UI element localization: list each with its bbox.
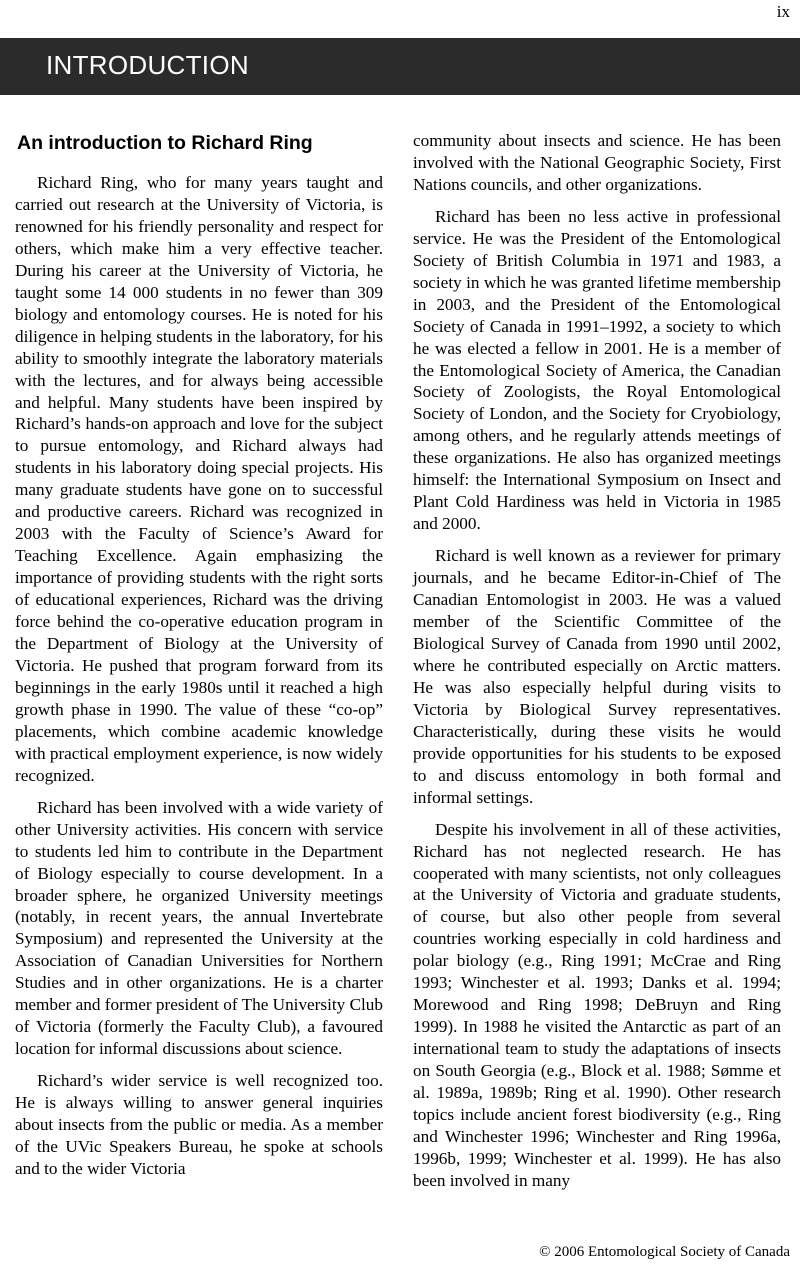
paragraph: Richard has been no less active in professional service. He was the President of the Entomological Society of British Columbia in 1971 and 1983, a society in which he was granted lifetime membership in 2003, and the President of the Entomological Society of Canada in 1991–1992, a society to which he was elected a fellow in 2001. He is a member of the Entomological Society of America, the Canadian Society of Zoologists, the Royal Entomological Society of London, and the Society for Cryobiology, among others, and he regularly attends meetings of these organizations. He also has organized meetings himself: the International Symposium on Insect and Plant Cold Hardiness was held in Victoria in 1985 and 2000. (413, 206, 781, 534)
paragraph: Richard is well known as a reviewer for primary journals, and he became Editor-in-Chief of The Canadian Entomologist in 2003. He was a valued member of the Scientific Committee of the Biological Survey of Canada from 1990 until 2002, where he contributed especially on Arctic matters. He was also especially helpful during visits to Victoria by Biological Survey representatives. Characteristically, during these visits he would provide opportunities for his students to be exposed to and discuss entomology in both formal and informal settings. (413, 546, 781, 807)
paragraph: Richard’s wider service is well recognized too. He is always willing to answer general inquiries about insects from the public or media. As a member of the UVic Speakers Bureau, he spoke at schools and to the wider Victoria (15, 1071, 383, 1178)
page-number: ix (776, 2, 790, 21)
left-column (15, 130, 383, 1190)
article-title: An introduction to Richard Ring (17, 132, 313, 154)
copyright-notice: © 2006 Entomological Society of Canada (539, 1244, 790, 1260)
right-column (413, 130, 781, 1202)
paragraph: Richard has been involved with a wide variety of other University activities. His concern with service to students led him to contribute in the Department of Biology especially to course development. In a broader sphere, he organized University meetings (notably, in recent years, the annual Invertebrate Symposium) and represented the University at the Association of Canadian Universities for Northern Studies and in other organizations. He is a charter member and former president of The University Club of Victoria (formerly the Faculty Club), a favoured location for informal discussions about science. (15, 797, 383, 1059)
paragraph: Richard Ring, who for many years taught and carried out research at the University of Victoria, is renowned for his friendly personality and respect for others, which make him a very effective teacher. During his career at the University of Victoria, he taught some 14 000 students in no fewer than 309 biology and entomology courses. He is noted for his diligence in helping students in the laboratory, for his ability to smoothly integrate the laboratory materials with the lectures, and for always being accessible and helpful. Many students have been inspired by Richard’s hands-on approach and love for the subject to pursue entomology, and Richard always had students in his laboratory doing special projects. His many graduate students have gone on to successful and productive careers. Richard was recognized in 2003 with the Faculty of Science’s Award for Teaching Excellence. Again emphasizing the importance of providing students with the right sorts of educational experiences, Richard was the driving force behind the co-operative education program in the Department of Biology at the University of Victoria. He pushed that program forward from its beginnings in the early 1980s until it reached a high growth phase in 1990. The value of these “co-op” placements, which combine academic knowledge with practical employment experience, is now widely recognized. (15, 173, 383, 785)
paragraph: Despite his involvement in all of these activities, Richard has not neglected research. He has cooperated with many scientists, not only colleagues at the University of Victoria and graduate students, of course, but also other people from several countries working especially in cold hardiness and polar biology (e.g., Ring 1991; McCrae and Ring 1993; Winchester et al. 1993; Danks et al. 1994; Morewood and Ring 1998; DeBruyn and Ring 1999). In 1988 he visited the Antarctic as part of an international team to study the adaptations of insects on South Georgia (e.g., Block et al. 1988; Sømme et al. 1989a, 1989b; Ring et al. 1990). Other research topics include ancient forest biodiversity (e.g., Ring and Winchester 1996; Winchester and Ring 1996a, 1996b, 1999; Winchester et al. 1999). He has also been involved in many (413, 819, 781, 1190)
section-title: INTRODUCTION (46, 50, 249, 80)
section-banner (0, 38, 800, 95)
paragraph: community about insects and science. He has been involved with the National Geographic Society, First Nations councils, and other organizations. (413, 131, 781, 194)
